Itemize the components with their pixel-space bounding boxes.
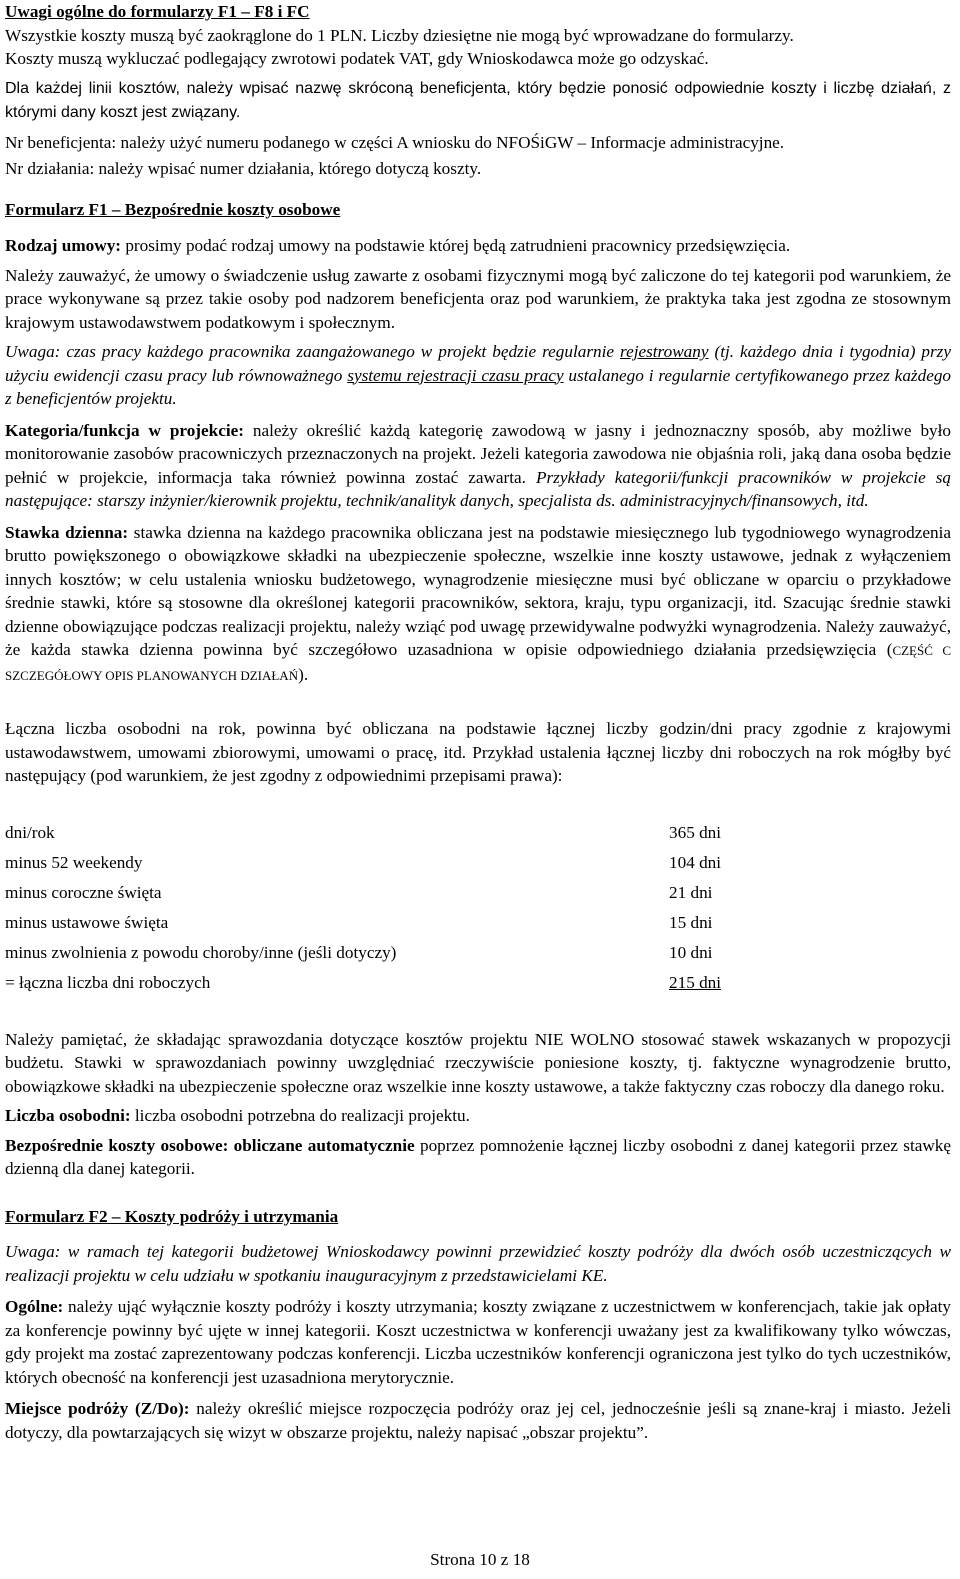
text: ustalanego i regularnie certyfikowanego przez każdego z beneficjentów projektu. xyxy=(5,365,952,408)
label: Ogólne: xyxy=(5,1297,64,1316)
italic-text: Przykłady kategorii/funkcji pracowników w projekcie są następujące: starszy inżynier/kierownik projektu, technik/analityk danych, specjalista ds. administracyjnych/finansowych, itd. xyxy=(5,467,951,510)
underlined-text: rejestrowany xyxy=(620,342,709,361)
table-row xyxy=(5,908,951,938)
paragraph: Należy zauważyć, że umowy o świadczenie usług zawarte z osobami fizycznymi mogą być zaliczone do tej kategorii pod warunkiem, że prace wykonywane są przez takie osoby pod nadzorem beneficjenta oraz pod warunkiem, że praktyka taka jest zgodna ze stosownym krajowym ustawodawstwem podatkowym i społecznym. xyxy=(5,265,951,332)
table-row-total xyxy=(5,968,951,998)
paragraph xyxy=(5,1104,951,1128)
document-page xyxy=(5,0,951,1444)
row-label: minus zwolnienia z powodu choroby/inne (jeśli dotyczy) xyxy=(5,942,397,962)
paragraph xyxy=(5,1295,951,1389)
paragraph xyxy=(5,419,951,513)
table-row xyxy=(5,818,951,848)
row-value: 215 dni xyxy=(669,972,722,992)
paragraph: Nr beneficjenta: należy użyć numeru podanego w części A wniosku do NFOŚiGW – Informacje administracyjne. xyxy=(5,132,785,152)
text: poprzez pomnożenie łącznej liczby osobodni z danej kategorii przez stawkę dzienną dla danej kategorii. xyxy=(5,1135,951,1178)
label: Liczba osobodni: xyxy=(5,1106,131,1125)
paragraph xyxy=(5,521,951,688)
section-heading-general: Uwagi ogólne do formularzy F1 – F8 i FC xyxy=(5,2,310,21)
paragraph: Koszty muszą wykluczać podlegający zwrotowi podatek VAT, gdy Wnioskodawca może go odzyskać. xyxy=(5,49,709,68)
label: Kategoria/funkcja w projekcie: xyxy=(5,420,244,440)
page-number: Strona 10 z 18 xyxy=(430,1550,530,1569)
paragraph: Należy pamiętać, że składając sprawozdania dotyczące kosztów projektu NIE WOLNO stosować stawek wskazanych w propozycji budżetu. Stawki w sprawozdaniach powinny uwzględniać rzeczywiście poniesione koszty, tj. faktyczne wynagrodzenie brutto, obowiązkowe składki na ubezpieczenie społeczne oraz wszelkie inne koszty ustawowe, a także faktyczny czas roboczy dla danego roku. xyxy=(5,1029,951,1096)
row-value: 365 dni xyxy=(669,822,722,842)
paragraph: Uwaga: w ramach tej kategorii budżetowej Wnioskodawcy powinni przewidzieć koszty podróży dla dwóch osób uczestniczących w realizacji projektu w celu udziału w spotkaniu inauguracyjnym z przedstawicielami KE. xyxy=(5,1242,951,1285)
row-value: 21 dni xyxy=(669,882,713,902)
paragraph xyxy=(5,1134,951,1181)
text: stawka dzienna na każdego pracownika obliczana jest na podstawie miesięcznego lub tygodniowego wynagrodzenia brutto powiększonego o obowiązkowe składki na ubezpieczenie społeczne, wszelkie inne koszty ustawowe, jednak z wyłączeniem innych kosztów; w celu ustalenia wniosku budżetowego, wynagrodzenie miesięczne musi być obliczane w oparciu o przykładowe średnie stawki, które są stosowne dla określonej kategorii pracowników, sektora, kraju, typu organizacji, itd. Szacując średnie stawki dzienne obowiązujące podczas realizacji projektu, należy wziąć pod uwagę przewidywalne podwyżki wynagrodzenia. Należy zauważyć, że każda stawka dzienna powinna być szczegółowo uzasadniona w opisie odpowiedniego działania przedsięwzięcia ( xyxy=(5,522,952,659)
paragraph xyxy=(5,234,951,258)
row-label: minus coroczne święta xyxy=(5,882,162,902)
row-label: dni/rok xyxy=(5,822,55,842)
paragraph: Wszystkie koszty muszą być zaokrąglone do 1 PLN. Liczby dziesiętne nie mogą być wprowadzane do formularzy. xyxy=(5,25,794,45)
paragraph xyxy=(5,340,951,411)
text: (tj. każdego dnia i tygodnia) przy użyciu ewidencji czasu pracy lub równoważnego xyxy=(5,342,951,385)
label: Stawka dzienna: xyxy=(5,522,129,542)
paragraph: Nr działania: należy wpisać numer działania, którego dotyczą koszty. xyxy=(5,159,482,178)
row-value: 104 dni xyxy=(669,852,722,872)
working-days-table xyxy=(5,818,951,998)
row-label: = łączna liczba dni roboczych xyxy=(5,972,211,992)
row-value: 10 dni xyxy=(669,942,713,962)
paragraph xyxy=(5,1397,951,1444)
text: Uwaga: czas pracy każdego pracownika zaangażowanego w projekt będzie regularnie xyxy=(5,342,621,361)
text: prosimy podać rodzaj umowy na podstawie której będą zatrudnieni pracownicy przedsięwzięcia. xyxy=(121,236,791,255)
label: Bezpośrednie koszty osobowe: obliczane automatycznie xyxy=(5,1135,415,1155)
text: liczba osobodni potrzebna do realizacji projektu. xyxy=(130,1106,470,1125)
small-caps-text: CZĘŚĆ C SZCZEGÓŁOWY OPIS PLANOWANYCH DZIAŁAŃ xyxy=(5,643,951,683)
row-label: minus ustawowe święta xyxy=(5,912,169,932)
row-label: minus 52 weekendy xyxy=(5,852,143,872)
text: ). xyxy=(298,664,309,684)
table-row xyxy=(5,938,951,968)
underlined-text: systemu rejestracji czasu pracy xyxy=(347,365,564,385)
row-value: 15 dni xyxy=(669,912,713,932)
text: należy ująć wyłącznie koszty podróży i koszty utrzymania; koszty związane z uczestnictwem w konferencjach, takie jak opłaty za konferencje powinny być ujęte w innej kategorii. Koszt uczestnictwa w konferencji uważany jest za kwalifikowany tylko wówczas, gdy projekt ma zostać zaprezentowany podczas konferencji. Liczba uczestników konferencji ograniczona jest tylko do tych uczestników, których obecność na konferencji jest uzasadniona merytorycznie. xyxy=(5,1297,951,1387)
text: należy określić miejsce rozpoczęcia podróży oraz jej cel, jednocześnie jeśli są znane-kraj i miasto. Jeżeli dotyczy, dla powtarzających się wizyt w obszarze projektu, należy napisać „obszar projektu”. xyxy=(5,1399,951,1442)
paragraph: Dla każdej linii kosztów, należy wpisać nazwę skróconą beneficjenta, który będzie ponosić odpowiednie koszty i liczbę działań, z którymi dany koszt jest związany. xyxy=(5,79,951,121)
table-row xyxy=(5,878,951,908)
paragraph: Łączna liczba osobodni na rok, powinna być obliczana na podstawie łącznej liczby godzin/dni pracy zgodnie z krajowymi ustawodawstwem, umowami zbiorowymi, umowami o pracę, itd. Przykład ustalenia łącznej liczby dni roboczych na rok mógłby być następujący (pod warunkiem, że jest zgodny z odpowiednimi przepisami prawa): xyxy=(5,719,951,785)
text: należy określić każdą kategorię zawodową w jasny i jednoznaczny sposób, aby możliwe było monitorowanie zasobów pracowniczych przeznaczonych na projekt. Jeżeli kategoria zawodowa nie objaśnia roli, jaką dana osoba będzie pełnić w projekcie, informacja taka również powinna zostać zawarta. xyxy=(5,420,951,487)
section-heading-f1: Formularz F1 – Bezpośrednie koszty osobowe xyxy=(5,199,341,219)
label: Miejsce podróży (Z/Do): xyxy=(5,1399,190,1418)
table-row xyxy=(5,848,951,878)
section-heading-f2: Formularz F2 – Koszty podróży i utrzymania xyxy=(5,1206,339,1226)
label: Rodzaj umowy: xyxy=(5,236,122,255)
